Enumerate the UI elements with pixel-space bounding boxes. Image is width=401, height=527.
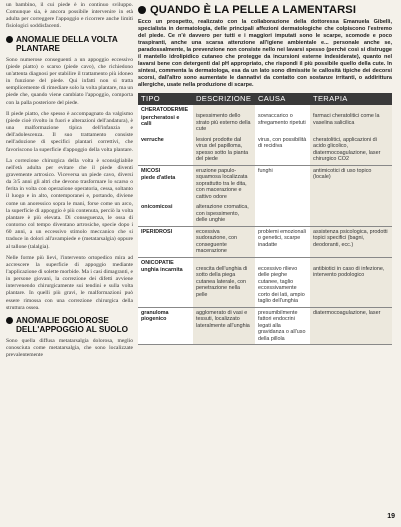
table-row	[138, 226, 392, 257]
row-terapia: diatermocoagulazione, laser	[310, 307, 392, 345]
row-tipo: ipercheratosi e calli	[141, 114, 180, 128]
row-descrizione: lesioni prodotte dal virus del papilloma, spesso sotto la pianta del piede	[193, 135, 255, 166]
group-label: CHERATODERMIE	[141, 107, 189, 114]
row-descrizione: eccessiva sudorazione, con conseguente macerazione	[193, 226, 255, 257]
header-tipo: TIPO	[138, 93, 193, 105]
row-causa: presumibilmente fattori endocrini legati alla gravidanza o all'uso della pillola	[255, 307, 310, 345]
section-title-volta-plantare	[6, 35, 133, 54]
section-title-text: ANOMALIE DOLOROSE DELL'APPOGGIO AL SUOLO	[16, 315, 129, 335]
row-descrizione: alterazione cromatica, con ispessimento, delle unghie	[193, 202, 255, 226]
row-terapia: cheratolitici, applicazioni di acido glicolico, diatermocoagulazione, laser chirurgico CO2	[310, 135, 392, 166]
table-row	[138, 202, 392, 226]
left-paragraph-1: un bambino, il cui piede è in continuo sviluppo. Comunque sia, è ancora possibile intervenire in età adulta per correggere l'appoggio e ricorrere anche limiti fisiologici soddisfacenti.	[6, 2, 133, 30]
table-row	[138, 307, 392, 345]
header-causa: CAUSA	[255, 93, 310, 105]
page-number: 19	[387, 513, 395, 520]
bullet-icon	[138, 6, 146, 14]
article-title-text: QUANDO È LA PELLE A LAMENTARSI	[150, 4, 357, 16]
bullet-icon	[6, 36, 13, 43]
left-paragraph-2: Sono numerose conseguenti a un appoggio eccessivo (piede piatto) o scarso (piede cavo), che richiedono un'attenta diagnosi per stabilire il trattamento più idoneo in funzione del piede. Qui infatti non si tratta semplicemente di rimediare solo la volta plantare, ma un piede che, quando viene cambiato l'appoggio, comporta con la palla posteriore del piede.	[6, 56, 133, 106]
section-title-text: ANOMALIE DELLA VOLTA PLANTARE	[16, 34, 118, 54]
header-terapia: TERAPIA	[310, 93, 392, 105]
row-causa: virus, con possibilità di recidiva	[255, 135, 310, 166]
row-tipo: onicomicosi	[138, 202, 193, 226]
left-column	[6, 2, 133, 359]
table-row	[138, 257, 392, 307]
table-row	[138, 165, 392, 202]
row-terapia	[310, 202, 392, 226]
article-intro: Ecco un prospetto, realizzato con la collaborazione della dottoressa Emanuela Gibelli, specialista in dermatologia, delle principali affezioni dermatologiche che colpiscono l'estremo del piede. Ce n'è davvero per tutti e i maggiori imputati sono le scarpe, scomode e poco traspiranti, anche una scarsa attenzione all'igiene ambientale e... personale anche se, paradossalmente, la prevenzione non consiste nello nei lavarsi spesso (perché così si distrugge il mantello idrolipidico cutaneo che protegge da incursioni esterne indesiderate), quanto nel lavarsi bene con detergenti dal pH appropriato, che rispondi il più possibile quello della cute. In sintesi, commenta la dermatologa, esa da un lato sono dimissite le callosità tipiche dei decorsi scorsi, dall'altro sono aumentate le dannativi da contatto con sostanze irritanti, o addirittura allergiche, usate nella produzione di scarpe.	[138, 19, 392, 89]
group-label: IPERIDROSI	[141, 228, 173, 235]
row-tipo: unghia incarnita	[141, 267, 183, 274]
bullet-icon	[6, 317, 13, 324]
row-descrizione: ispessimento dello strato più esterno della cute	[193, 105, 255, 135]
row-causa: eccessivo rilievo delle pieghe cutanee, taglio eccessivamente corto dei lati, ampio taglio dell'unghia	[255, 257, 310, 307]
row-terapia: farmaci cheratolitici come la vaselina salicilica	[310, 105, 392, 135]
left-paragraph-6: Sono quella diffusa metatarsalgia dolorosa, meglio conosciuta come metatarsalgia, che sono localizzate prevalentemente	[6, 337, 133, 359]
row-causa: sovraccarico o sfregamento ripetuti	[255, 105, 310, 135]
group-label: ONICOPATIE	[141, 259, 174, 266]
section-title-anomalie-dolorose	[6, 316, 133, 335]
row-tipo: piede d'atleta	[141, 175, 176, 182]
right-column	[138, 4, 392, 345]
row-tipo: granuloma piogenico	[138, 307, 193, 345]
table-row	[138, 105, 392, 135]
header-descrizione: DESCRIZIONE	[193, 93, 255, 105]
row-terapia: assistenza psicologica, prodotti topici specifici (bagni, deodoranti, ecc.)	[310, 226, 392, 257]
article-title	[138, 4, 392, 16]
row-causa	[255, 202, 310, 226]
row-terapia: antimicotici di uso topico (locale)	[310, 165, 392, 202]
row-descrizione: agglomerato di vasi e tessuti, localizzato lateralmente all'unghia	[193, 307, 255, 345]
left-paragraph-4: La correzione chirurgica della volta è sconsigliabile nell'età adulta per evitare che il piede diventi gravemente artrosico. Viceversa un piede cavo, diversi da 3/5 anni gli altri che devono trasformare lo scarso o ferita in volta con operazione operatoria, cessa, soltanto il luogo e in alto, contemporanei e, portando, diviene come un anoressico sopra le mani, forse come un arco, la superficie di appoggio è più contenuta, perciò la volta plantare è più elevata. Di conseguenza, le ossa di contorno col tempo diventano artrosiche, specie dopo i 60 anni, a un eccessivo stimolo meccanico che si traduce in dolori all'avampiede e (metatarsalgia) oppure al tallone (talalgia).	[6, 157, 133, 250]
row-tipo: verruche	[138, 135, 193, 166]
row-descrizione: crescita dell'unghia di sotto della piega cutanea laterale, con penetrazione nella pelle	[193, 257, 255, 307]
row-descrizione: eruzione papulo-squamosa localizzata soprattutto tra le dita, con macerazione e cattivo odore	[193, 165, 255, 202]
row-causa: funghi	[255, 165, 310, 202]
group-label: MICOSI	[141, 167, 161, 174]
left-paragraph-3: Il piede piatto, che spesso è accompagnato da valgismo (piede cioè rivolto in fuori e alterazioni dell'andatura), è una malformazione tipica dell'infanzia e dell'adolescenza. Il suo trattamento consiste nell'adozione di specifici plantari correttivi, che favoriscono la superficie d'appoggio della volta plantare.	[6, 110, 133, 153]
table-row	[138, 135, 392, 166]
table-header-row	[138, 93, 392, 105]
row-causa: problemi emozionali o genetici, scarpe inadatte	[255, 226, 310, 257]
row-terapia: antibiotici in caso di infezione, intervento podologico	[310, 257, 392, 307]
left-paragraph-5: Nelle forme più lievi, l'intervento ortopedico mira ad accrescere la superficie di appoggio mediante l'applicazione di solette morbide. Ma i casi dimagranti, e in persone giovani, la correzione dei difetti avviene intervenendo chirurgicamente sui tendini e sulla volta plantare. In quelli più gravi, le malformazioni può essere rimossa con una correzione chirurgica della struttura ossea.	[6, 254, 133, 311]
dermatology-table	[138, 93, 392, 345]
